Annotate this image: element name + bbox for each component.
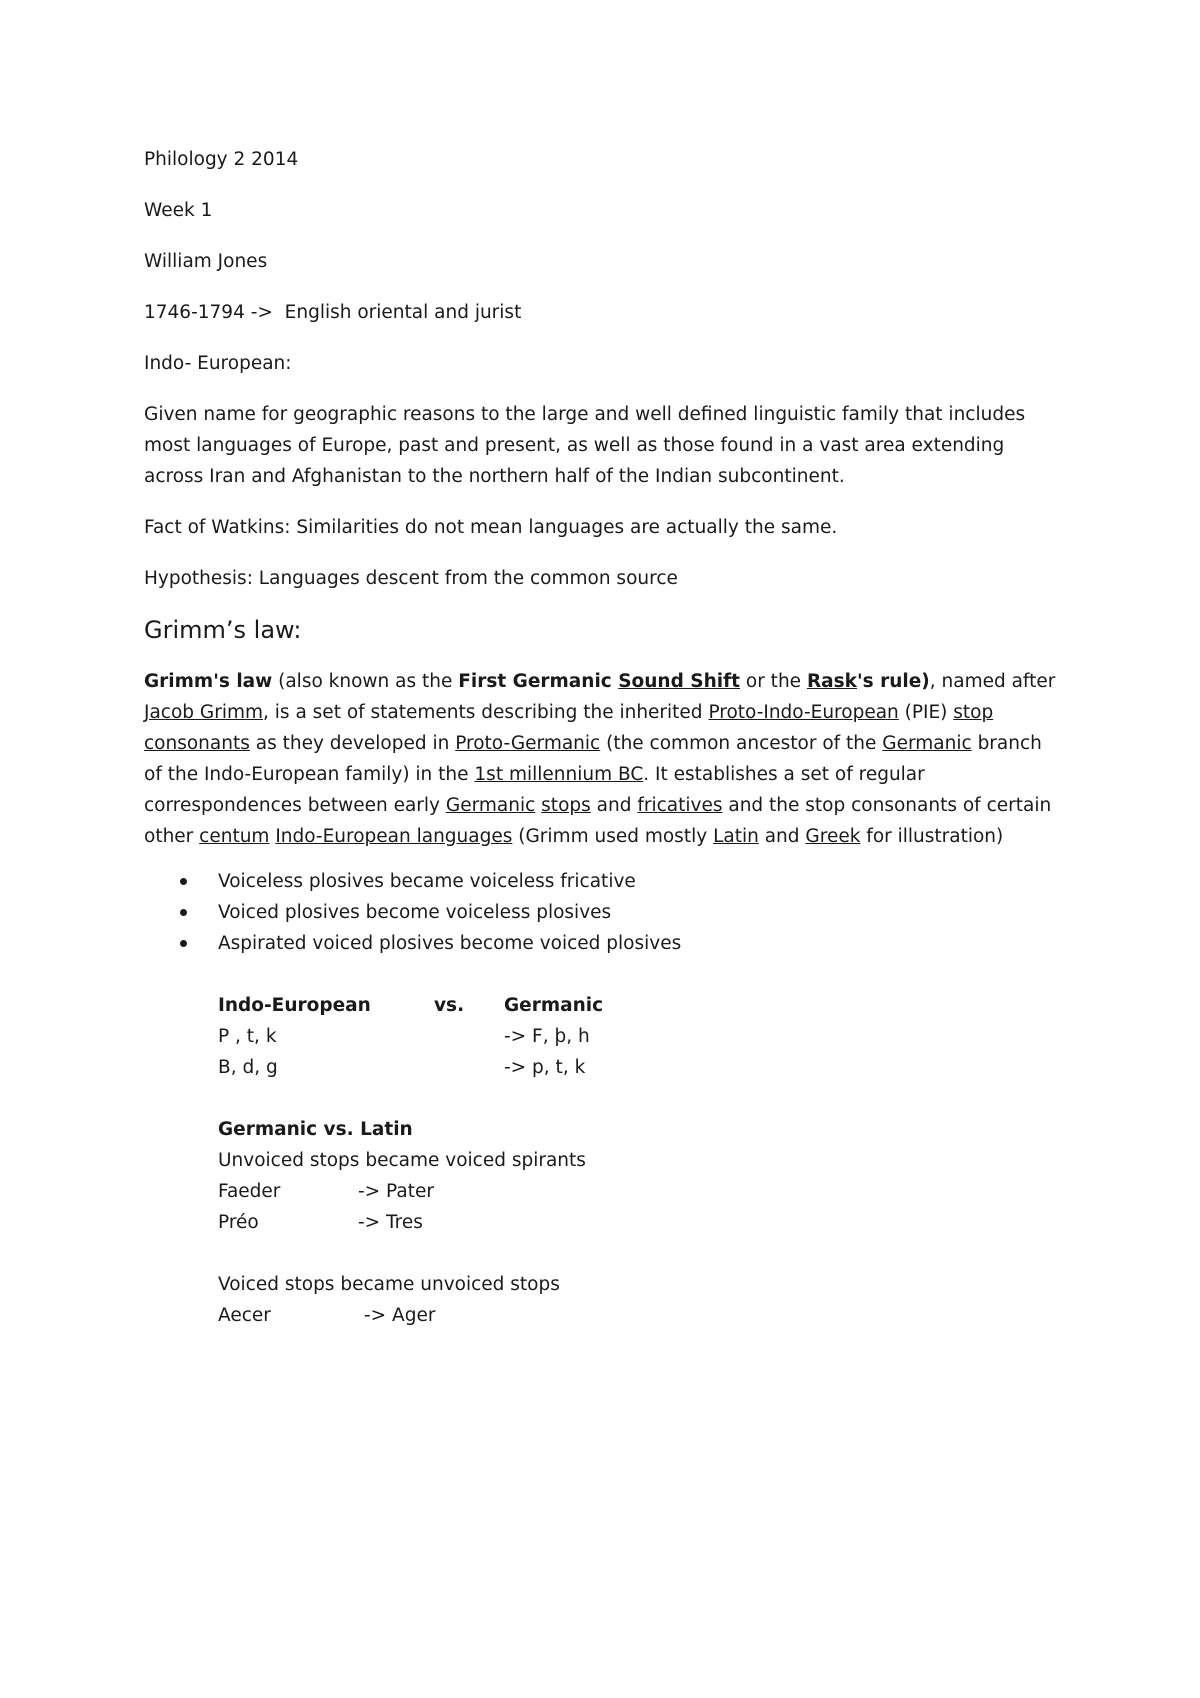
ie-cell: P , t, k [218,1026,277,1047]
link-fricatives[interactable]: fricatives [637,795,723,816]
grimm-paragraph [144,666,1064,852]
sound-shift-list [144,866,1064,959]
spacer [218,1083,1064,1114]
dates-suffix: English oriental and jurist [284,302,522,323]
latin-word: -> Pater [358,1181,434,1202]
list-item-text: Voiceless plosives became voiceless fricative [218,871,636,892]
text-run: (Grimm used mostly [512,826,714,847]
first-germanic-term: First Germanic [458,671,619,692]
link-greek[interactable]: Greek [805,826,861,847]
link-sound-shift[interactable]: Sound Shift [618,671,740,692]
sub-heading-text: Unvoiced stops became voiced spirants [218,1150,586,1171]
text-run: and [590,795,638,816]
link-germanic[interactable]: Germanic [882,733,972,754]
table-header-row [218,990,1064,1021]
table-row [218,1300,1064,1331]
text-run: , is a set of statements describing the inherited [263,702,709,723]
germanic-word: Aecer [218,1305,271,1326]
bullet-icon [180,909,187,916]
list-item [218,928,1064,959]
section-heading: Germanic vs. Latin [218,1119,413,1140]
rask-rule-suffix: 's rule) [856,671,930,692]
sub-heading [218,1145,1064,1176]
ie-definition: Given name for geographic reasons to the large and well defined linguistic family that includes most languages of Europe, past and present, as well as those found in a vast area extending across Iran and Afghanistan to the northern half of the Indian subcontinent. [144,404,1026,487]
text-run: , named after [929,671,1056,692]
table-row [218,1052,1064,1083]
header-germanic: Germanic [504,995,604,1016]
link-latin[interactable]: Latin [713,826,759,847]
header-vs: vs. [434,995,465,1016]
bullet-icon [180,940,187,947]
table-row [218,1207,1064,1238]
list-item [218,866,1064,897]
latin-word: -> Tres [358,1212,423,1233]
text-run: (also known as the [272,671,459,692]
germanic-cell: -> F, þ, h [504,1026,590,1047]
text-run: . It establishes a set of regular correspondences between early [144,764,925,816]
bullet-icon [180,878,187,885]
germanic-latin-heading [218,1114,1064,1145]
text-run: or the [740,671,807,692]
text-run: branch of the Indo-European family) in the [144,733,1042,785]
sub-heading-text: Voiced stops became unvoiced stops [218,1274,560,1295]
grimm-heading: Grimm’s law: [144,616,302,644]
link-germanic-2[interactable]: Germanic [445,795,536,816]
link-stop-consonants[interactable]: stop consonants [144,702,994,754]
ie-germanic-table [218,990,1064,1331]
text-run: for illustration) [860,826,1004,847]
link-1st-millennium-bc[interactable]: 1st millennium BC [474,764,644,785]
header-indo-european: Indo-European [218,995,371,1016]
ie-label: Indo- European: [144,353,292,374]
link-stops[interactable]: stops [541,795,591,816]
link-centum[interactable]: centum [199,826,270,847]
text-run: as they developed in [249,733,456,754]
list-item-text: Voiced plosives become voiceless plosives [218,902,612,923]
ie-cell: B, d, g [218,1057,278,1078]
sub-heading [218,1269,1064,1300]
list-item-text: Aspirated voiced plosives become voiced plosives [218,933,682,954]
document-page [144,144,1064,1331]
table-row [218,1176,1064,1207]
link-rask[interactable]: Rask [806,671,857,692]
document-title: Philology 2 2014 [144,149,299,170]
table-row [218,1021,1064,1052]
week-label: Week 1 [144,200,213,221]
text-run: (the common ancestor of the [600,733,883,754]
spacer [144,959,1064,990]
text-run: (PIE) [898,702,954,723]
person-name: William Jones [144,251,268,272]
link-jacob-grimm[interactable]: Jacob Grimm [144,702,264,723]
germanic-word: Faeder [218,1181,281,1202]
spacer [218,1238,1064,1269]
list-item [218,897,1064,928]
text-run: and the stop consonants of certain other [144,795,1052,847]
grimm-law-term: Grimm's law [144,671,273,692]
dates-line [144,297,1064,328]
text-run: and [758,826,806,847]
link-proto-indo-european[interactable]: Proto-Indo-European [708,702,899,723]
hypothesis: Hypothesis: Languages descent from the common source [144,568,678,589]
watkins-fact: Fact of Watkins: Similarities do not mean languages are actually the same. [144,517,838,538]
germanic-cell: -> p, t, k [504,1057,586,1078]
latin-word: -> Ager [364,1305,436,1326]
link-indo-european-languages[interactable]: Indo-European languages [275,826,513,847]
link-proto-germanic[interactable]: Proto-Germanic [455,733,601,754]
dates-prefix: 1746-1794 -> [144,302,273,323]
germanic-word: Préo [218,1212,259,1233]
